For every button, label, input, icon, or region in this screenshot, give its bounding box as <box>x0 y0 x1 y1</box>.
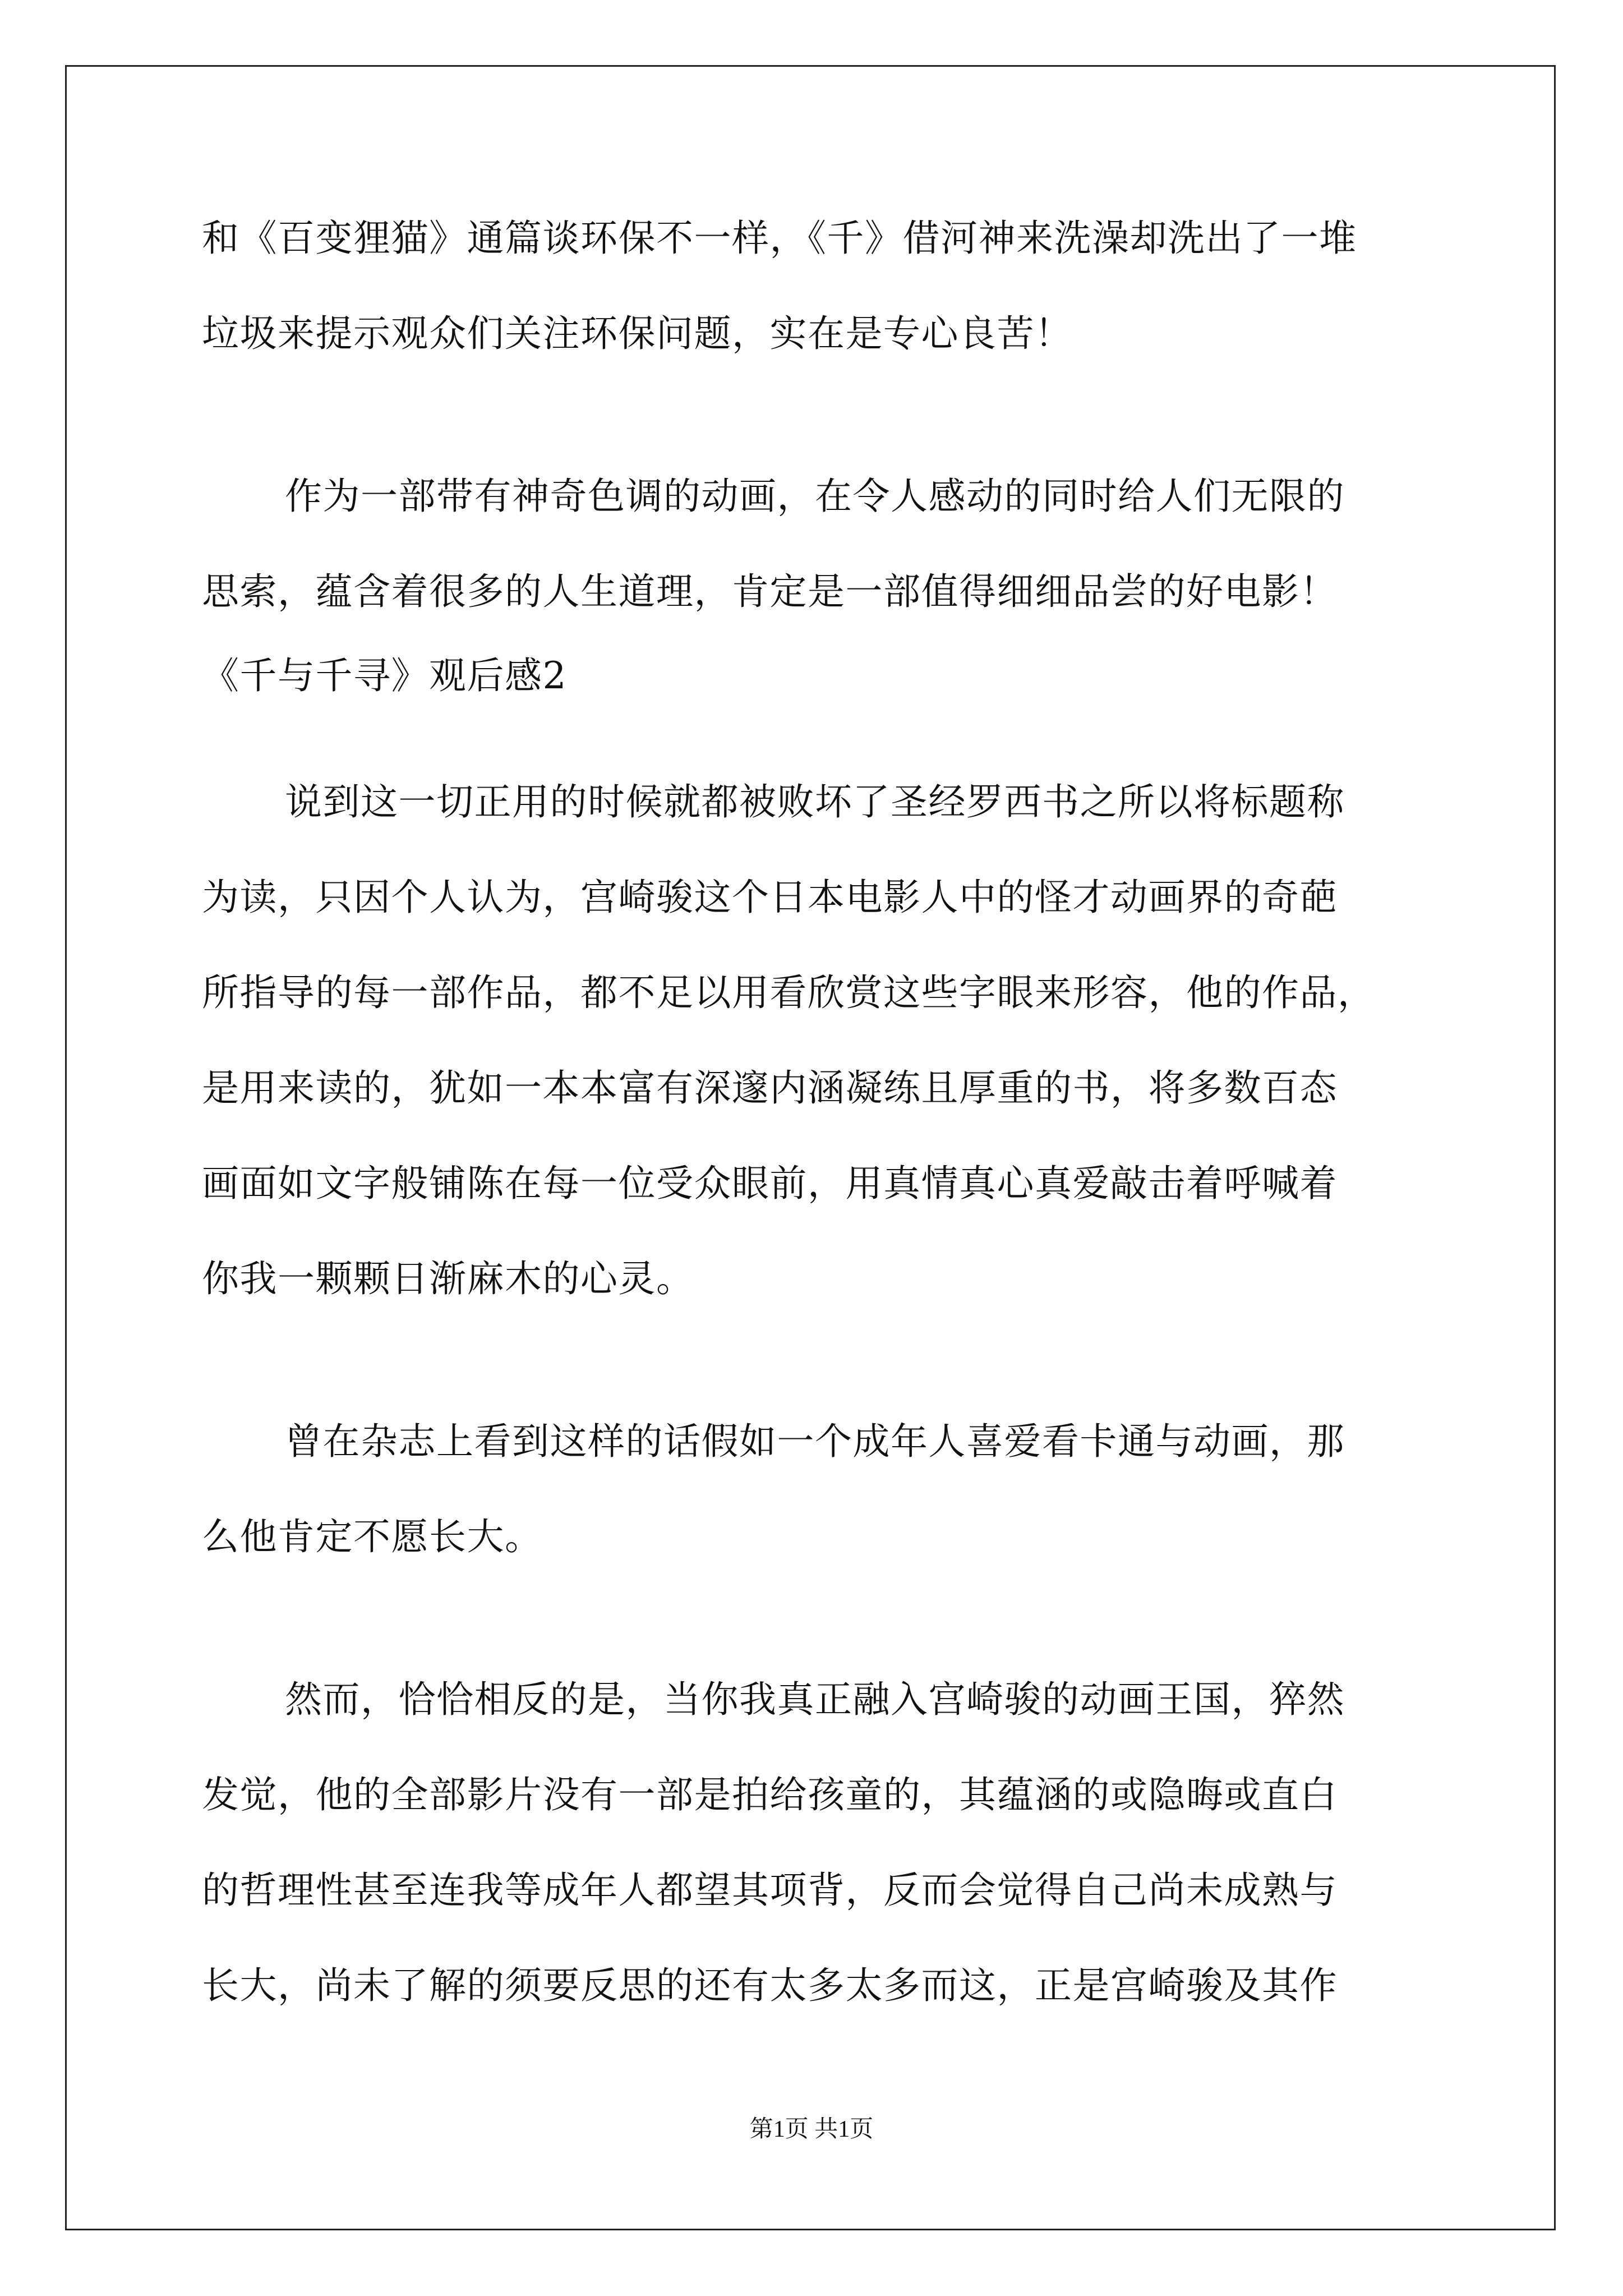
text-line-9: 是用来读的，犹如一本本富有深邃内涵凝练且厚重的书，将多数百态 <box>202 1066 1338 1110</box>
document-body <box>202 216 1441 2008</box>
text-line-17: 长大，尚未了解的须要反思的还有太多太多而这，正是宫崎骏及其作 <box>202 1964 1338 2007</box>
text-line-8: 所指导的每一部作品，都不足以用看欣赏这些字眼来形容，他的作品， <box>202 971 1376 1014</box>
text-line-16: 的哲理性甚至连我等成年人都望其项背，反而会觉得自己尚未成熟与 <box>202 1869 1338 1912</box>
text-line-1: 和《百变狸猫》通篇谈环保不一样，《千》借河神来洗澡却洗出了一堆 <box>202 217 1357 260</box>
paragraph-start-line: 作为一部带有神奇色调的动画，在令人感动的同时给人们无限的 <box>285 475 1345 518</box>
paragraph-start-line: 说到这一切正用的时候就都被败坏了圣经罗西书之所以将标题称 <box>285 780 1345 823</box>
page-number: 第1页 共1页 <box>749 2116 874 2142</box>
paragraph-start-line: 曾在杂志上看到这样的话假如一个成年人喜爱看卡通与动画，那 <box>285 1420 1345 1463</box>
text-line-7: 为读，只因个人认为，宫崎骏这个日本电影人中的怪才动画界的奇葩 <box>202 876 1338 919</box>
text-line-13: 么他肯定不愿长大。 <box>202 1515 543 1558</box>
section-heading: 《千与千寻》观后感2 <box>202 654 567 697</box>
text-line-2: 垃圾来提示观众们关注环保问题，实在是专心良苦！ <box>202 312 1073 355</box>
paragraph-start-line: 然而，恰恰相反的是，当你我真正融入宫崎骏的动画王国，猝然 <box>285 1678 1345 1721</box>
text-line-15: 发觉，他的全部影片没有一部是拍给孩童的，其蕴涵的或隐晦或直白 <box>202 1773 1338 1816</box>
text-line-11: 你我一颗颗日渐麻木的心灵。 <box>202 1257 694 1300</box>
text-line-10: 画面如文字般铺陈在每一位受众眼前，用真情真心真爱敲击着呼喊着 <box>202 1162 1338 1205</box>
text-line-4: 思索，蕴含着很多的人生道理，肯定是一部值得细细品尝的好电影！ <box>202 570 1338 613</box>
